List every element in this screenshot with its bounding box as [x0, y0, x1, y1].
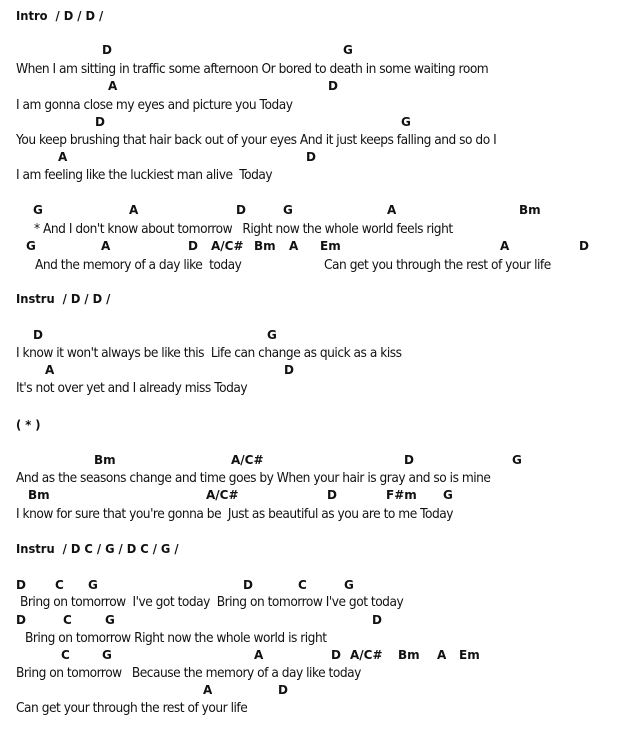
chord-row	[0, 612, 620, 630]
chord: Bm	[254, 239, 276, 253]
lyric-line: And the memory of a day like today	[35, 257, 242, 273]
chord: Bm	[519, 203, 541, 217]
section-heading-intro: Intro / D / D /	[16, 8, 104, 23]
lyric-line: Can get you through the rest of your life	[324, 257, 551, 273]
chord: Bm	[398, 648, 420, 662]
chord: D	[16, 613, 26, 627]
lyric-line: Bring on tomorrow Right now the whole world is right	[25, 630, 327, 646]
chord: A	[289, 239, 299, 253]
chord: A	[500, 239, 510, 253]
chord: D	[284, 363, 294, 377]
chord: G	[267, 328, 277, 342]
chord-row	[0, 452, 620, 470]
chord: Bm	[94, 453, 116, 467]
chord: D	[102, 43, 112, 57]
chord-row	[0, 682, 620, 700]
chord: D	[243, 578, 253, 592]
chord-row	[0, 114, 620, 132]
chord: F#m	[386, 488, 417, 502]
section-heading-instru-1: Instru / D / D /	[16, 291, 111, 306]
chord: Em	[320, 239, 341, 253]
chord: C	[298, 578, 307, 592]
chord: G	[33, 203, 43, 217]
chord: D	[278, 683, 288, 697]
chord: D	[236, 203, 246, 217]
chord: D	[306, 150, 316, 164]
chord-row	[0, 487, 620, 505]
lyric-line: And as the seasons change and time goes by When your hair is gray and so is mine	[16, 470, 491, 486]
chord: G	[102, 648, 112, 662]
chord: Em	[459, 648, 480, 662]
chord: G	[343, 43, 353, 57]
lyric-line: I know for sure that you're gonna be Just as beautiful as you are to me Today	[16, 506, 454, 522]
section-heading-instru-2: Instru / D C / G / D C / G /	[16, 541, 179, 556]
chord: C	[55, 578, 64, 592]
lyric-line: Bring on tomorrow Because the memory of a day like today	[16, 665, 361, 681]
chord: A	[254, 648, 264, 662]
chord: A	[45, 363, 55, 377]
lyric-line: Can get your through the rest of your life	[16, 700, 248, 716]
chord: A/C#	[350, 648, 383, 662]
chord: A/C#	[211, 239, 244, 253]
chord-row	[0, 78, 620, 96]
chord-row	[0, 202, 620, 220]
chord: G	[443, 488, 453, 502]
chord: D	[404, 453, 414, 467]
chord-row	[0, 362, 620, 380]
chord: C	[63, 613, 72, 627]
chord: A/C#	[231, 453, 264, 467]
lyric-line: Bring on tomorrow I've got today Bring on tomorrow I've got today	[20, 594, 404, 610]
lyric-line: I know it won't always be like this Life can change as quick as a kiss	[16, 345, 402, 361]
chord: D	[331, 648, 341, 662]
chord: G	[344, 578, 354, 592]
chord: A	[437, 648, 447, 662]
lyric-line: I am feeling like the luckiest man alive Today	[16, 167, 273, 183]
chord: A	[58, 150, 68, 164]
chord: D	[328, 79, 338, 93]
chord: A	[387, 203, 397, 217]
chord: A	[101, 239, 111, 253]
section-heading-chorus-repeat: ( * )	[16, 417, 41, 432]
chord: Bm	[28, 488, 50, 502]
chord: A	[203, 683, 213, 697]
chord-row	[0, 42, 620, 60]
chord: D	[16, 578, 26, 592]
lyric-line: It's not over yet and I already miss Today	[16, 380, 248, 396]
chord: G	[283, 203, 293, 217]
lyric-line: I am gonna close my eyes and picture you Today	[16, 97, 293, 113]
chord: D	[579, 239, 589, 253]
chord: G	[401, 115, 411, 129]
chord: G	[88, 578, 98, 592]
chord: A/C#	[206, 488, 239, 502]
chord: D	[372, 613, 382, 627]
chord: D	[95, 115, 105, 129]
chord: G	[512, 453, 522, 467]
lyric-line: * And I don't know about tomorrow Right now the whole world feels right	[34, 221, 453, 237]
chord: G	[26, 239, 36, 253]
chord-row	[0, 647, 620, 665]
chord: A	[129, 203, 139, 217]
chord-row	[0, 238, 620, 256]
chord: C	[61, 648, 70, 662]
lyric-line: You keep brushing that hair back out of your eyes And it just keeps falling and so do I	[16, 132, 497, 148]
chord: G	[105, 613, 115, 627]
chord-row	[0, 149, 620, 167]
chord-row	[0, 327, 620, 345]
chord: D	[327, 488, 337, 502]
chord: A	[108, 79, 118, 93]
lyric-line: When I am sitting in traffic some afternoon Or bored to death in some waiting room	[16, 61, 489, 77]
chord: D	[188, 239, 198, 253]
chord: D	[33, 328, 43, 342]
